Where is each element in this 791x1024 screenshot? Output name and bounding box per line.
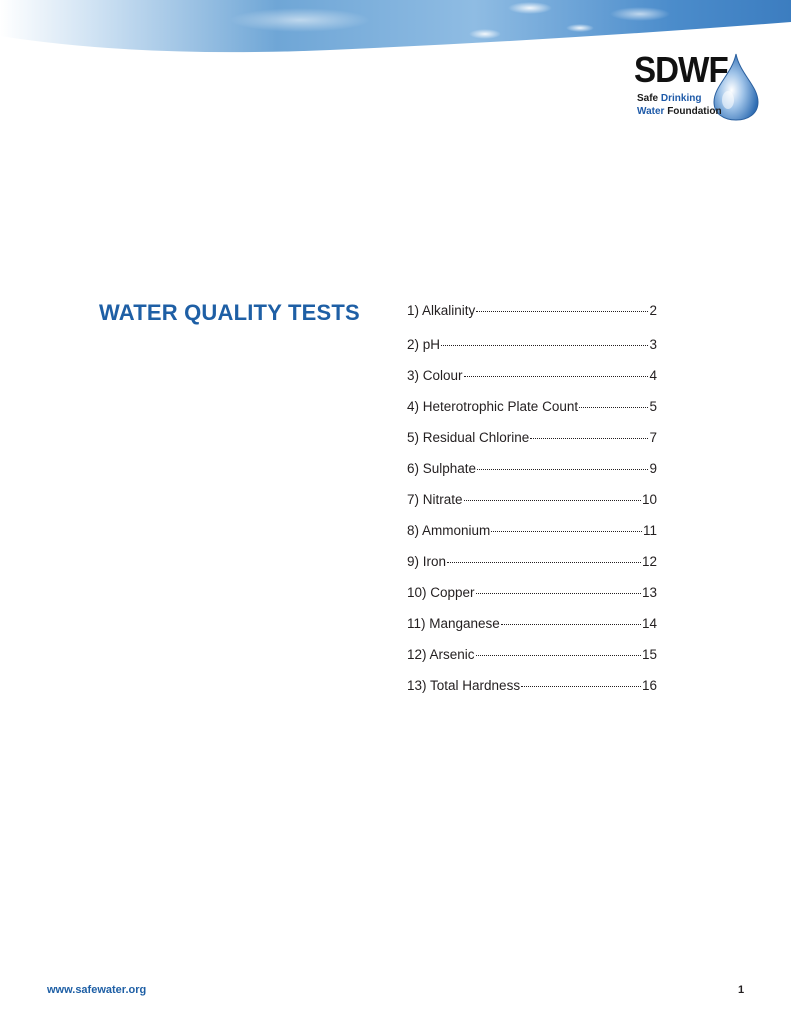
toc-entry-label: 10) Copper [407,585,475,600]
toc-entry[interactable] [407,337,657,368]
footer-website-link[interactable]: www.safewater.org [47,984,147,996]
toc-entry-label: 13) Total Hardness [407,678,521,693]
toc-entry-page: 9 [649,461,657,476]
toc-entry-page: 5 [649,399,657,414]
toc-dot-leader [476,593,641,594]
toc-dot-leader [476,655,641,656]
toc-entry-page: 15 [641,647,657,662]
page-title: WATER QUALITY TESTS [99,300,360,325]
toc-entry-label: 7) Nitrate [407,492,463,507]
toc-entry-label: 1) Alkalinity [407,303,476,318]
table-of-contents [407,303,657,709]
toc-entry[interactable] [407,523,657,554]
toc-entry[interactable] [407,430,657,461]
toc-entry-label: 2) pH [407,337,441,352]
toc-entry[interactable] [407,554,657,585]
toc-entry-page: 4 [649,368,657,383]
toc-dot-leader [476,311,648,312]
toc-entry[interactable] [407,647,657,678]
toc-dot-leader [464,376,649,377]
toc-dot-leader [521,686,641,687]
toc-entry-page: 16 [641,678,657,693]
toc-entry[interactable] [407,368,657,399]
toc-dot-leader [530,438,648,439]
page-number: 1 [738,984,745,996]
toc-dot-leader [579,407,648,408]
toc-entry-page: 14 [641,616,657,631]
logo-wordmark: SDWF [634,49,728,90]
toc-entry[interactable] [407,399,657,430]
logo-tagline-line1: Safe Drinking [637,93,702,104]
toc-dot-leader [477,469,648,470]
toc-entry[interactable] [407,492,657,523]
toc-entry-page: 7 [649,430,657,445]
toc-dot-leader [501,624,641,625]
toc-dot-leader [491,531,642,532]
toc-entry[interactable] [407,616,657,647]
toc-entry-page: 10 [641,492,657,507]
toc-entry-page: 13 [641,585,657,600]
logo-tagline-line2: Water Foundation [637,106,722,117]
toc-entry[interactable] [407,678,657,709]
toc-entry[interactable] [407,303,657,337]
toc-entry-page: 11 [642,523,657,538]
toc-entry[interactable] [407,461,657,492]
toc-entry-page: 2 [649,303,657,318]
toc-dot-leader [447,562,641,563]
toc-entry-label: 9) Iron [407,554,447,569]
toc-entry-label: 5) Residual Chlorine [407,430,530,445]
toc-entry-label: 12) Arsenic [407,647,475,662]
toc-entry-label: 8) Ammonium [407,523,491,538]
toc-dot-leader [464,500,641,501]
toc-entry-label: 11) Manganese [407,616,500,631]
toc-entry-label: 3) Colour [407,368,463,383]
toc-entry-label: 4) Heterotrophic Plate Count [407,399,579,414]
sdwf-logo [630,48,762,122]
toc-entry-page: 3 [649,337,657,352]
toc-entry-page: 12 [641,554,657,569]
toc-dot-leader [441,345,648,346]
toc-entry[interactable] [407,585,657,616]
toc-entry-label: 6) Sulphate [407,461,477,476]
